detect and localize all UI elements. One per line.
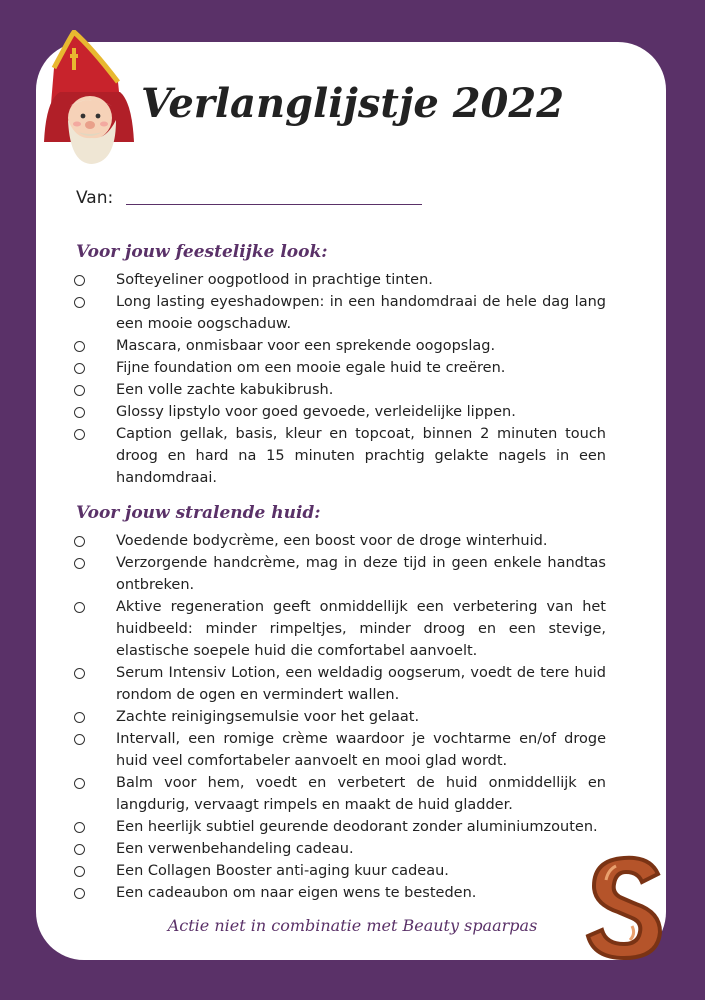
checkbox-circle[interactable] (74, 297, 85, 308)
van-label: Van: (76, 188, 114, 208)
checkbox-circle[interactable] (74, 668, 85, 679)
checkbox-circle[interactable] (74, 363, 85, 374)
list-item (74, 335, 606, 357)
list-item (74, 269, 606, 291)
checkbox-circle[interactable] (74, 888, 85, 899)
list-item-text: Intervall, een romige crème waardoor je vochtarme en/of droge huid veel comfortabeler aanvoelt en mooi glad wordt. (116, 731, 606, 769)
list-item-text: Een Collagen Booster anti-aging kuur cadeau. (116, 863, 449, 879)
list-item (74, 530, 606, 552)
section-heading-look: Voor jouw feestelijke look: (76, 242, 328, 262)
list-item (74, 882, 606, 904)
list-item (74, 401, 606, 423)
checkbox-circle[interactable] (74, 602, 85, 613)
page-title: Verlanglijstje 2022 (140, 80, 565, 127)
list-item-text: Een verwenbehandeling cadeau. (116, 841, 354, 857)
list-item (74, 596, 606, 662)
list-item-text: Balm voor hem, voedt en verbetert de huid onmiddellijk en langdurig, vervaagt rimpels en maakt de huid gladder. (116, 775, 606, 813)
checkbox-circle[interactable] (74, 536, 85, 547)
list-item (74, 816, 606, 838)
list-item-text: Serum Intensiv Lotion, een weldadig oogserum, voedt de tere huid rondom de ogen en vermindert wallen. (116, 665, 606, 703)
huid-items-list (74, 530, 606, 904)
list-item-text: Voedende bodycrème, een boost voor de droge winterhuid. (116, 533, 548, 549)
list-item-text: Softeyeliner oogpotlood in prachtige tinten. (116, 272, 433, 288)
checkbox-circle[interactable] (74, 822, 85, 833)
checkbox-circle[interactable] (74, 866, 85, 877)
list-item (74, 357, 606, 379)
checkbox-circle[interactable] (74, 558, 85, 569)
checkbox-circle[interactable] (74, 407, 85, 418)
list-item-text: Een cadeaubon om naar eigen wens te besteden. (116, 885, 477, 901)
checkbox-circle[interactable] (74, 385, 85, 396)
name-field-line[interactable] (126, 204, 422, 205)
checkbox-circle[interactable] (74, 712, 85, 723)
list-item (74, 860, 606, 882)
list-item (74, 552, 606, 596)
list-item (74, 423, 606, 489)
list-item (74, 838, 606, 860)
checkbox-circle[interactable] (74, 734, 85, 745)
list-item (74, 772, 606, 816)
checkbox-circle[interactable] (74, 275, 85, 286)
checkbox-circle[interactable] (74, 778, 85, 789)
look-items-list (74, 269, 606, 489)
list-item (74, 291, 606, 335)
chocolate-letter-s-icon (582, 852, 670, 962)
footer-note: Actie niet in combinatie met Beauty spaarpas (167, 916, 538, 935)
list-item-text: Zachte reinigingsemulsie voor het gelaat. (116, 709, 420, 725)
list-item-text: Fijne foundation om een mooie egale huid te creëren. (116, 360, 506, 376)
list-item-text: Een volle zachte kabukibrush. (116, 382, 334, 398)
list-item-text: Long lasting eyeshadowpen: in een handomdraai de hele dag lang een mooie oogschaduw. (116, 294, 606, 332)
list-item-text: Aktive regeneration geeft onmiddellijk een verbetering van het huidbeeld: minder rimpeltjes, minder droog en een stevige, elastische soepele huid die comfortabel aanvoelt. (116, 599, 606, 659)
list-item (74, 662, 606, 706)
list-item-text: Mascara, onmisbaar voor een sprekende oogopslag. (116, 338, 496, 354)
list-item-text: Caption gellak, basis, kleur en topcoat, binnen 2 minuten touch droog en hard na 15 minuten prachtig gelakte nagels in een handomdraai. (116, 426, 606, 486)
checkbox-circle[interactable] (74, 429, 85, 440)
list-item (74, 379, 606, 401)
list-item-text: Een heerlijk subtiel geurende deodorant zonder aluminiumzouten. (116, 819, 598, 835)
list-item (74, 706, 606, 728)
checkbox-circle[interactable] (74, 844, 85, 855)
list-item (74, 728, 606, 772)
checkbox-circle[interactable] (74, 341, 85, 352)
list-item-text: Glossy lipstylo voor goed gevoede, verleidelijke lippen. (116, 404, 516, 420)
list-item-text: Verzorgende handcrème, mag in deze tijd in geen enkele handtas ontbreken. (116, 555, 606, 593)
section-heading-huid: Voor jouw stralende huid: (76, 503, 321, 523)
